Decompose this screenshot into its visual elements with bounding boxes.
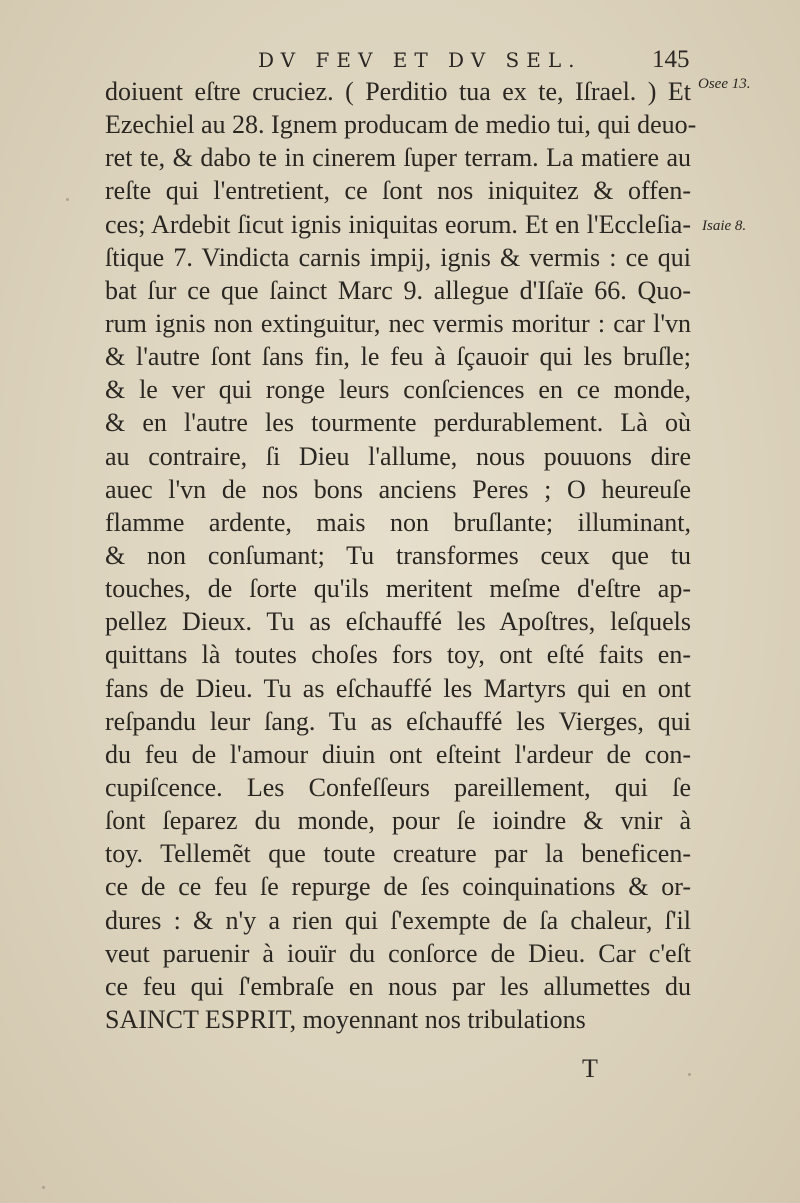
text-line: flamme ardente, mais non bruſlante; illuminant, xyxy=(105,507,691,537)
text-line: doiuent eſtre cruciez. ( Perditio tua ex te, Iſrael. ) Et xyxy=(105,77,691,106)
text-line: Ezechiel au 28. Ignem producam de medio tui, qui deuo- xyxy=(105,110,697,140)
text-line: reſpandu leur ſang. Tu as eſchauffé les Vierges, qui xyxy=(105,706,691,736)
text-line: ſtique 7. Vindicta carnis impij, ignis & vermis : ce qui xyxy=(105,242,691,272)
text-line: fans de Dieu. Tu as eſchauffé les Martyrs qui en ont xyxy=(105,673,691,703)
page-number: 145 xyxy=(652,46,690,73)
paper-speck xyxy=(688,1073,691,1076)
margin-note-osee: Osee 13. xyxy=(698,76,751,92)
text-line: ce de ce feu ſe repurge de ſes coinquinations & or- xyxy=(105,872,691,902)
signature-mark: T xyxy=(582,1054,598,1083)
text-line: au contraire, ſi Dieu l'allume, nous pouuons dire xyxy=(105,441,691,471)
text-line: toy. Tellemẽt que toute creature par la beneficen- xyxy=(105,839,691,869)
text-line: quittans là toutes choſes fors toy, ont eſté faits en- xyxy=(105,640,691,670)
text-line: veut paruenir à iouïr du conſorce de Dieu. Car c'eſt xyxy=(105,938,691,968)
text-line: reſte qui l'entretient, ce ſont nos iniquitez & offen- xyxy=(105,176,691,206)
running-title: DV FEV ET DV SEL. xyxy=(258,48,582,72)
text-line: & l'autre ſont ſans fin, le feu à ſçauoir qui les bruſle; xyxy=(105,342,691,372)
text-line: cupiſcence. Les Confeſſeurs pareillement, qui ſe xyxy=(105,772,691,802)
text-line: rum ignis non extinguitur, nec vermis moritur : car l'vn xyxy=(105,308,691,338)
margin-note-isaie: Isaie 8. xyxy=(702,218,747,234)
text-line: & le ver qui ronge leurs conſciences en ce monde, xyxy=(105,375,691,405)
paper-speck xyxy=(66,198,69,201)
text-line: ſont ſeparez du monde, pour ſe ioindre & vnir à xyxy=(105,806,691,836)
text-line: ret te, & dabo te in cinerem ſuper terram. La matiere au xyxy=(105,143,691,173)
body-text xyxy=(105,75,697,1036)
text-line: bat ſur ce que ſainct Marc 9. allegue d'Iſaïe 66. Quo- xyxy=(105,275,691,305)
text-line: & en l'autre les tourmente perdurablement. Là où xyxy=(105,408,691,438)
text-line: du feu de l'amour diuin ont eſteint l'ardeur de con- xyxy=(105,739,691,769)
paper-speck xyxy=(42,1186,45,1189)
text-line: auec l'vn de nos bons anciens Peres ; O heureuſe xyxy=(105,474,691,504)
text-line: dures : & n'y a rien qui ſ'exempte de ſa chaleur, ſ'il xyxy=(105,905,691,935)
text-line: SAINCT ESPRIT, moyennant nos tribulations xyxy=(105,1004,586,1034)
text-line: pellez Dieux. Tu as eſchauffé les Apoſtres, leſquels xyxy=(105,607,691,637)
text-line: ces; Ardebit ſicut ignis iniquitas eorum. Et en l'Eccleſia- xyxy=(105,209,691,239)
text-line: & non conſumant; Tu transformes ceux que tu xyxy=(105,540,691,570)
text-line: touches, de ſorte qu'ils meritent meſme d'eſtre ap- xyxy=(105,574,691,604)
text-line: ce feu qui ſ'embraſe en nous par les allumettes du xyxy=(105,971,691,1001)
